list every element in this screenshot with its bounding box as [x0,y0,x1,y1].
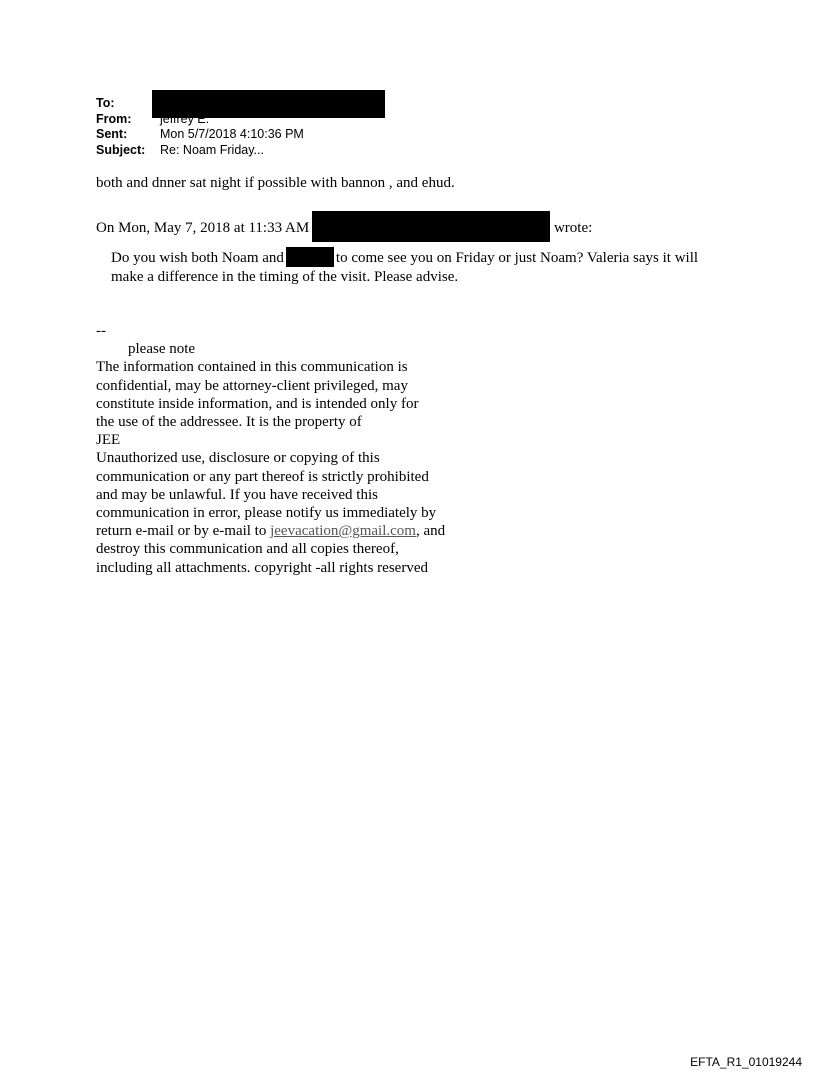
email-header [96,96,304,158]
email-link[interactable]: jeevacation@gmail.com [270,523,416,540]
redaction-block [312,211,550,242]
signature-dashes: -- [96,323,106,339]
please-note: please note [128,341,196,358]
subject-label: Subject: [96,142,146,157]
sent-label: Sent: [96,127,128,141]
document-id: EFTA_R1_01019244 [690,1055,802,1069]
sent-row [96,127,304,143]
from-value: jeffrey E. [160,111,210,126]
sent-value: Mon 5/7/2018 4:10:36 PM [160,127,304,141]
disclaimer-text: The information contained in this communication is confidential, may be attorney-client privileged, may constitute inside information, and is intended only for the use of the addressee. It is the property of JEE Unauthorized use, disclosure or copying of this communication or any part thereof is strictly prohibited and may be unlawful. If you have received this communication in error, please notify us immediately by return e-mail or by e-mail to [96,359,437,540]
attribution-prefix: On Mon, May 7, 2018 at 11:33 AM [96,220,310,236]
to-row [96,96,304,112]
message-body: both and dnner sat night if possible with bannon , and ehud. [96,175,455,191]
quote-attribution [96,211,592,242]
quote-part1: Do you wish both Noam and [111,250,284,266]
subject-row [96,143,304,159]
quoted-message [111,247,731,286]
from-row [96,112,304,128]
redaction-block [286,247,334,267]
to-label: To: [96,96,115,110]
signature [96,322,516,577]
quote-part2: to come see you on Friday or just Noam? Valeria says it will make a difference in the timing of the visit. Please advise. [111,250,699,285]
from-label: From: [96,111,132,126]
attribution-suffix: wrote: [553,220,593,236]
disclaimer-text-end: , and destroy this communication and all copies thereof, including all attachments. copyright -all rights reserved [96,523,446,576]
subject-value: Re: Noam Friday... [160,142,264,157]
